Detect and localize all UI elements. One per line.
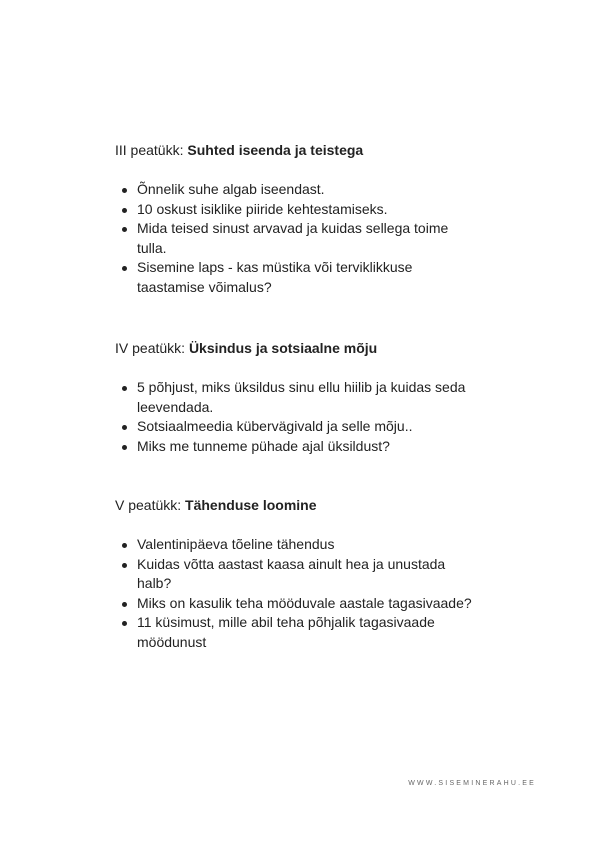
list-item xyxy=(137,535,475,555)
chapter-heading xyxy=(115,495,475,515)
list-item xyxy=(137,258,475,297)
bullet-dot-icon xyxy=(122,188,127,193)
chapter-4 xyxy=(115,338,475,456)
bullet-dot-icon xyxy=(122,227,127,232)
list-item xyxy=(137,613,475,652)
bullet-dot-icon xyxy=(122,445,127,450)
list-item-text: 11 küsimust, mille abil teha põhjalik tagasivaade möödunust xyxy=(137,614,435,650)
chapter-item-list xyxy=(115,180,475,297)
list-item-text: Miks me tunneme pühade ajal üksildust? xyxy=(137,437,390,454)
chapter-title: Tähenduse loomine xyxy=(185,497,317,513)
list-item-text: Sotsiaalmeedia kübervägivald ja selle mõju.. xyxy=(137,418,413,434)
list-item-text: Miks on kasulik teha mööduvale aastale tagasivaade? xyxy=(137,594,472,611)
list-item xyxy=(137,180,475,200)
chapter-prefix: V peatükk: xyxy=(115,497,186,513)
list-item xyxy=(137,594,475,614)
bullet-dot-icon xyxy=(122,208,127,213)
chapter-3 xyxy=(115,140,475,297)
bullet-dot-icon xyxy=(122,563,127,568)
chapter-title: Suhted iseenda ja teistega xyxy=(187,142,364,158)
list-item-text: Sisemine laps - kas müstika või terviklikkuse taastamise võimalus? xyxy=(137,259,413,295)
chapter-prefix: III peatükk: xyxy=(115,142,188,158)
chapter-5 xyxy=(115,495,475,652)
chapter-title: Üksindus ja sotsiaalne mõju xyxy=(188,340,378,356)
bullet-dot-icon xyxy=(122,425,127,430)
bullet-dot-icon xyxy=(122,543,127,548)
footer-website: WWW.SISEMINERAHU.EE xyxy=(408,780,536,787)
chapter-item-list xyxy=(115,378,475,456)
list-item-text: Mida teised sinust arvavad ja kuidas sellega toime tulla. xyxy=(137,220,449,256)
chapter-heading xyxy=(115,338,475,358)
list-item-text: Õnnelik suhe algab iseendast. xyxy=(137,181,325,197)
list-item xyxy=(137,219,475,258)
bullet-dot-icon xyxy=(122,621,127,626)
chapter-heading xyxy=(115,140,475,160)
list-item xyxy=(137,437,475,457)
list-item-text: 10 oskust isiklike piiride kehtestamiseks. xyxy=(137,200,388,217)
list-item xyxy=(137,200,475,220)
bullet-dot-icon xyxy=(122,602,127,607)
list-item xyxy=(137,555,475,594)
list-item xyxy=(137,417,475,437)
list-item-text: Kuidas võtta aastast kaasa ainult hea ja unustada halb? xyxy=(137,555,446,591)
list-item xyxy=(137,378,475,417)
chapter-prefix: IV peatükk: xyxy=(115,340,189,356)
list-item-text: Valentinipäeva tõeline tähendus xyxy=(137,536,335,552)
list-item-text: 5 põhjust, miks üksildus sinu ellu hiilib ja kuidas seda leevendada. xyxy=(137,379,466,415)
bullet-dot-icon xyxy=(122,386,127,391)
chapter-item-list xyxy=(115,535,475,652)
bullet-dot-icon xyxy=(122,266,127,271)
